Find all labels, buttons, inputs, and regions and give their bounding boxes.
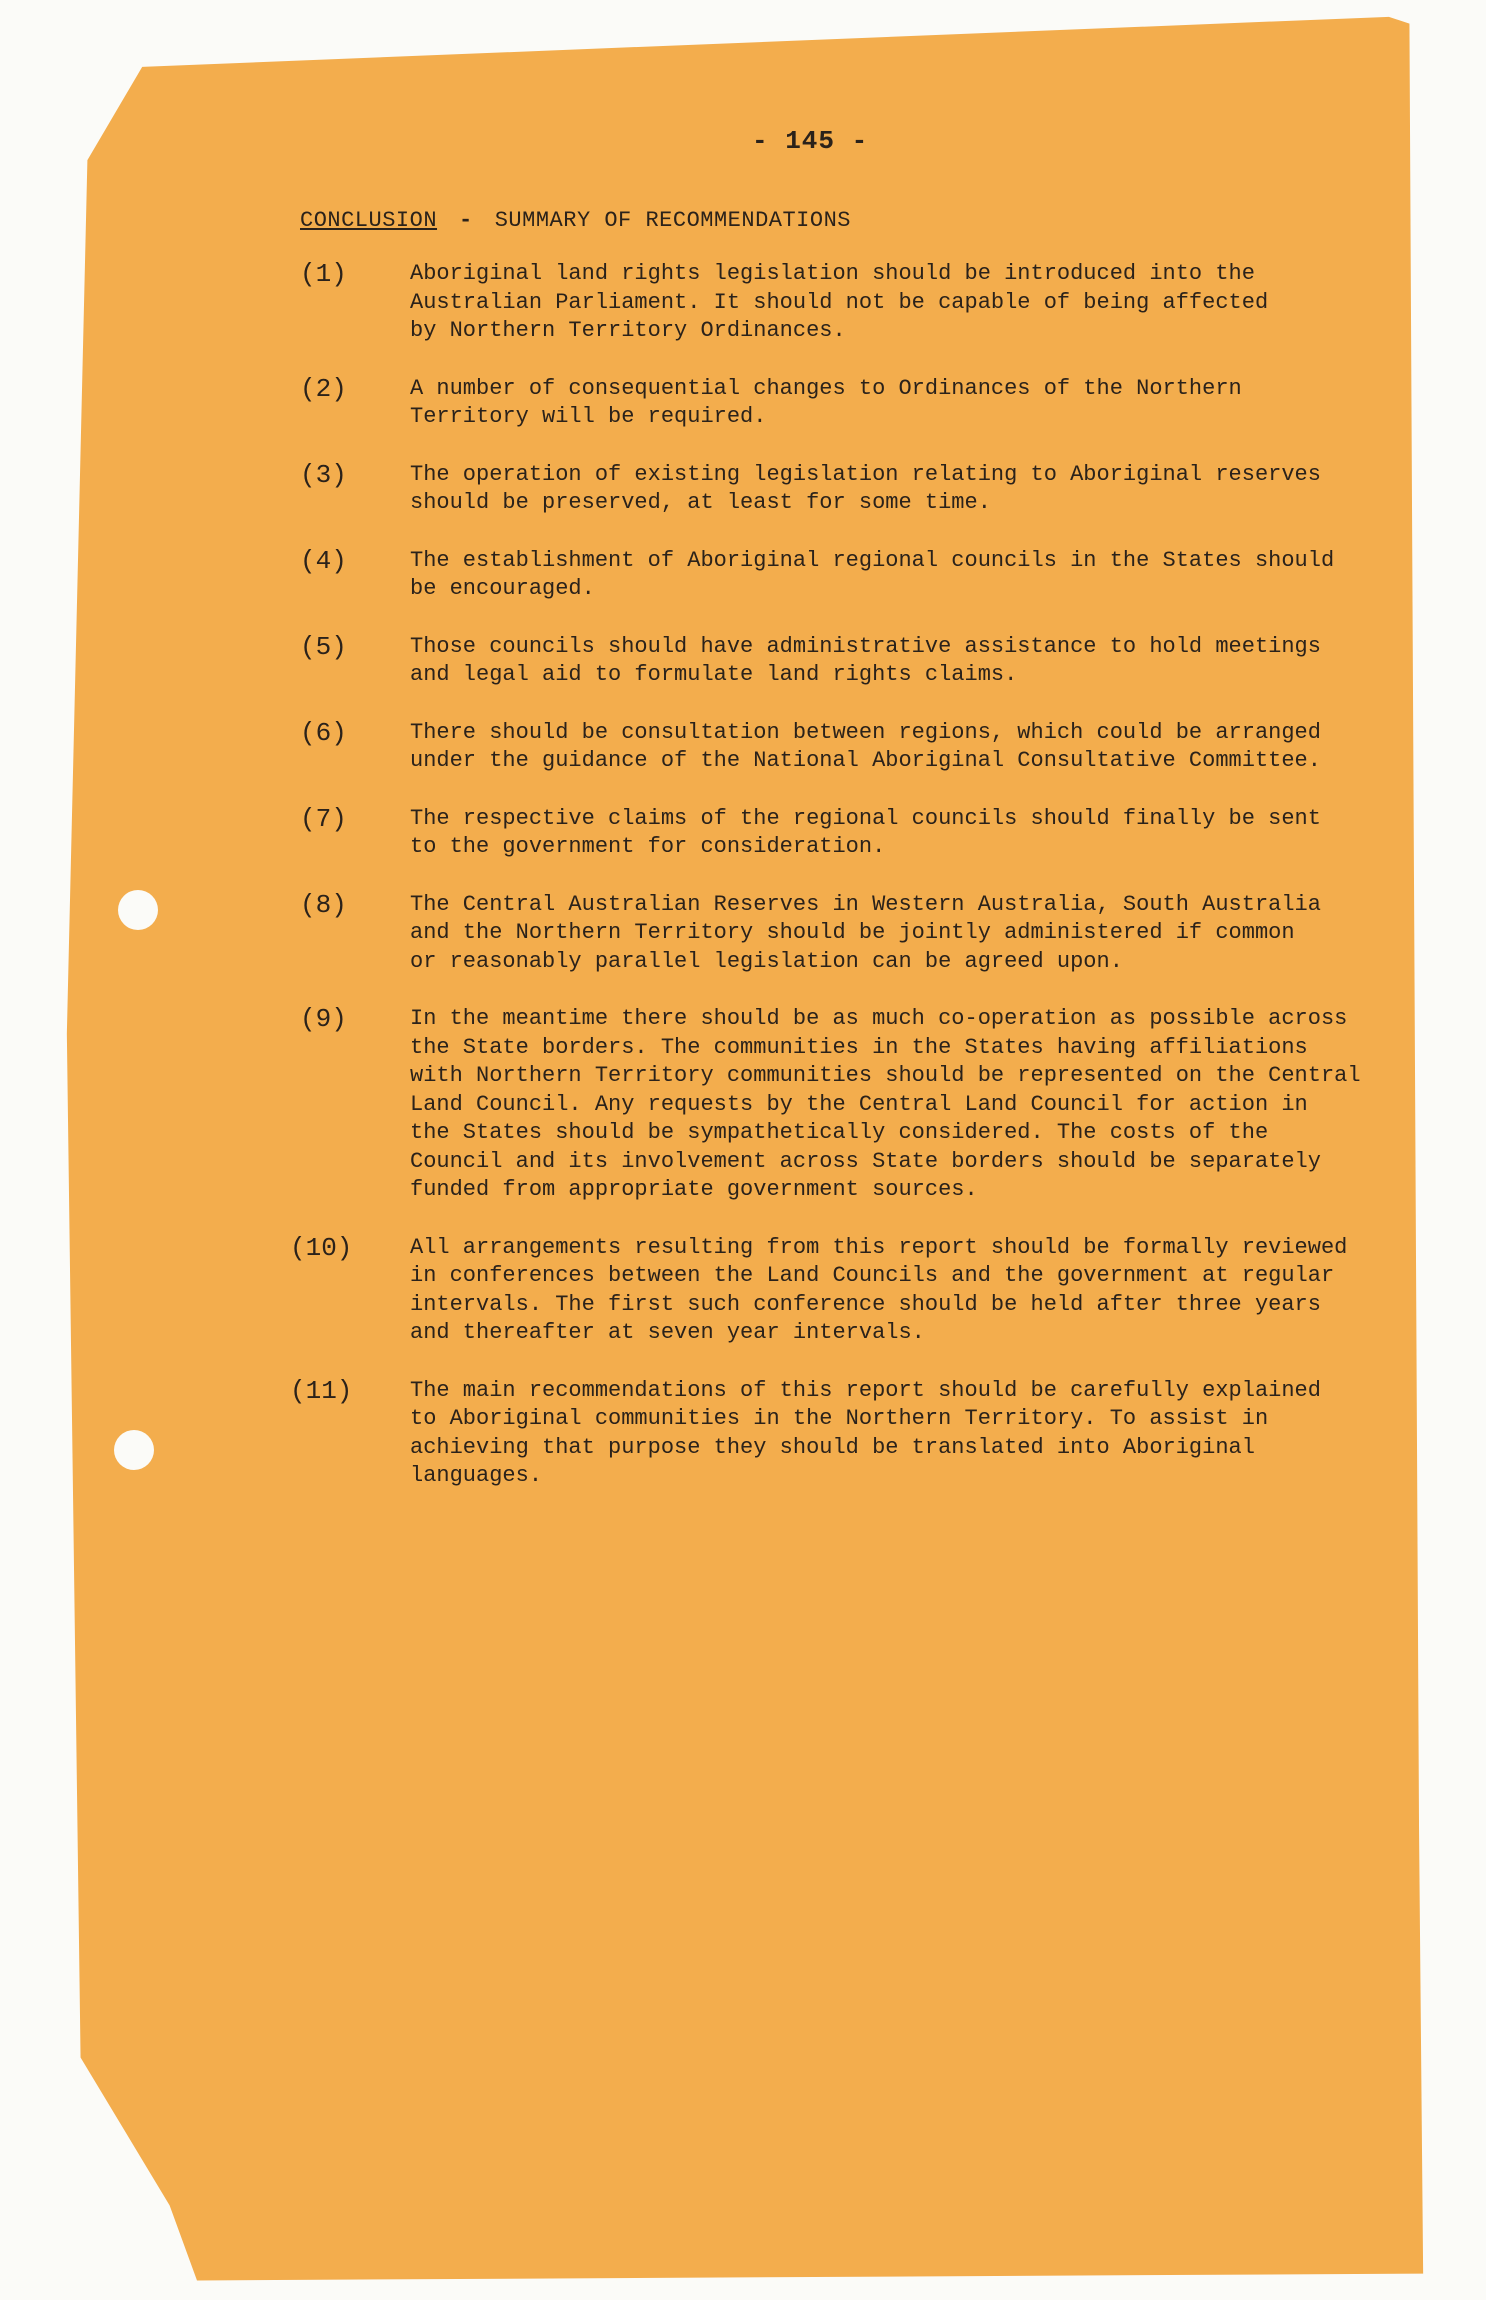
recommendation-text: A number of consequential changes to Ordinances of the Northern Territory will be required. — [410, 375, 1242, 429]
recommendation-number: (9) — [300, 1004, 347, 1034]
recommendation-item — [290, 891, 1430, 977]
recommendation-item — [290, 719, 1430, 776]
recommendation-item — [290, 547, 1430, 604]
recommendation-text: The operation of existing legislation relating to Aboriginal reserves should be preserved, at least for some time. — [410, 461, 1321, 515]
recommendation-number: (3) — [300, 459, 347, 490]
page-heading — [300, 208, 851, 233]
recommendation-item — [290, 1005, 1430, 1205]
recommendation-number: (7) — [300, 803, 347, 834]
recommendation-text: The respective claims of the regional councils should finally be sent to the government for consideration. — [410, 805, 1321, 859]
page-number: - 145 - — [752, 126, 869, 156]
recommendation-item — [290, 1234, 1430, 1348]
recommendation-number: (10) — [290, 1232, 353, 1263]
heading-title: CONCLUSION — [300, 208, 438, 233]
recommendation-number: (2) — [300, 373, 347, 404]
recommendation-number: (8) — [300, 889, 347, 920]
recommendation-number: (5) — [300, 631, 347, 662]
recommendation-number: (1) — [300, 259, 347, 289]
recommendation-item — [290, 633, 1430, 690]
punch-hole-upper — [118, 890, 158, 930]
recommendation-text: All arrangements resulting from this report should be formally reviewed in conferences between the Land Councils and the government at regular intervals. The first such conference should be held after three years and thereafter at seven year intervals. — [410, 1234, 1348, 1345]
heading-separator: - — [459, 208, 473, 233]
recommendation-text: Aboriginal land rights legislation should be introduced into the Australian Parliament. It should not be capable of being affected by Northern Territory Ordinances. — [410, 261, 1269, 343]
recommendation-number: (6) — [300, 717, 347, 748]
recommendation-number: (4) — [300, 545, 347, 576]
recommendation-item — [290, 375, 1430, 432]
recommendations-list — [290, 260, 1430, 1520]
recommendation-text: There should be consultation between regions, which could be arranged under the guidance of the National Aboriginal Consultative Committee. — [410, 719, 1321, 773]
recommendation-item — [290, 805, 1430, 862]
recommendation-number: (11) — [290, 1375, 353, 1406]
recommendation-text: The main recommendations of this report should be carefully explained to Aboriginal communities in the Northern Territory. To assist in achieving that purpose they should be translated into Aboriginal languages. — [410, 1377, 1321, 1488]
recommendation-item — [290, 461, 1430, 518]
recommendation-text: Those councils should have administrative assistance to hold meetings and legal aid to formulate land rights claims. — [410, 633, 1321, 687]
recommendation-item — [290, 1377, 1430, 1491]
recommendation-item — [290, 260, 1430, 346]
recommendation-text: The Central Australian Reserves in Western Australia, South Australia and the Northern Territory should be jointly administered if common or reasonably parallel legislation can be agreed upon. — [410, 891, 1321, 974]
recommendation-text: In the meantime there should be as much co-operation as possible across the State borders. The communities in the States having affiliations with Northern Territory communities should be represented on the Central Land Council. Any requests by the Central Land Council for action in the States should be sympathetically considered. The costs of the Council and its involvement across State borders should be separately funded from appropriate government sources. — [410, 1006, 1361, 1202]
heading-subtitle: SUMMARY OF RECOMMENDATIONS — [494, 208, 851, 233]
punch-hole-lower — [114, 1430, 154, 1470]
recommendation-text: The establishment of Aboriginal regional councils in the States should be encouraged. — [410, 547, 1335, 601]
